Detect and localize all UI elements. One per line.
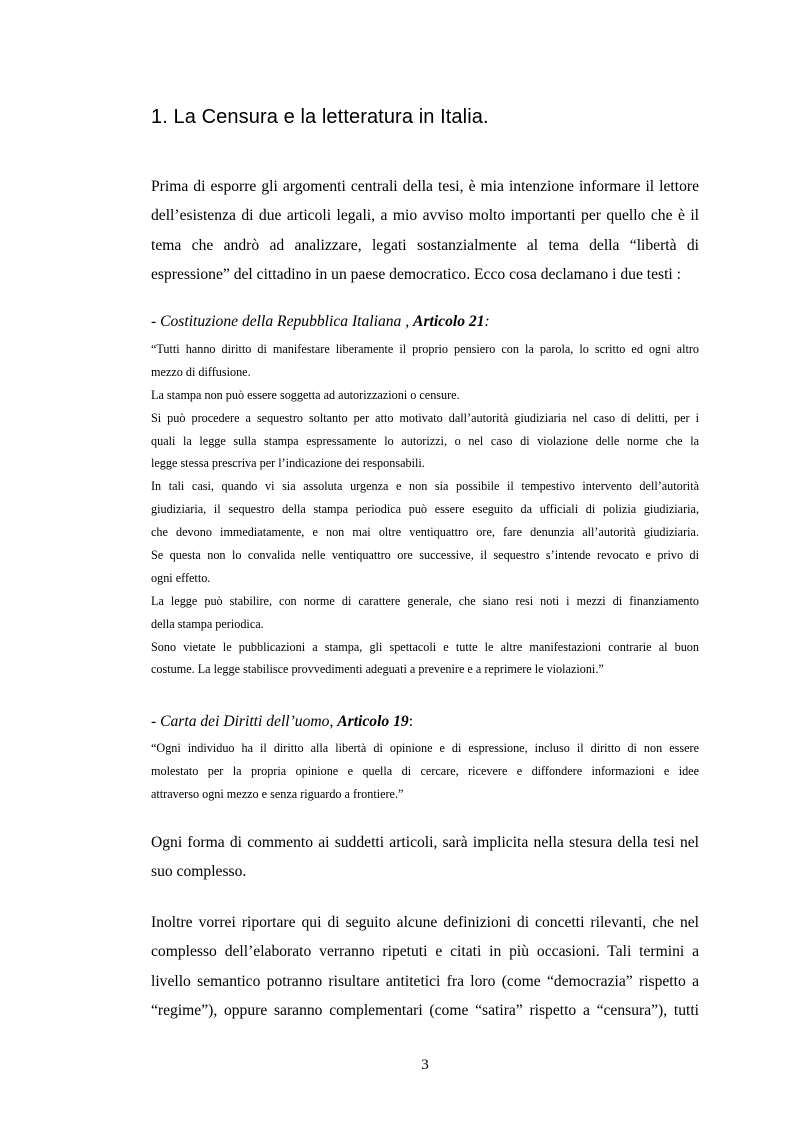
source-title-suffix: : [484,313,490,330]
comment-line: Ogni forma di commento ai suddetti articoli, sarà implicita nella stesura della tesi nel [151,834,699,851]
quote-line: molestato per la propria opinione e quella di cercare, ricevere e diffondere informazioni e idee [151,763,699,778]
quote-line: legge stessa prescriva per l’indicazione dei responsabili. [151,456,425,471]
comment-paragraph [151,828,699,887]
page-number: 3 [421,1057,429,1073]
quote-line: quali la legge sulla stampa espressamente lo autorizzi, o nel caso di violazione delle norme che la [151,433,699,448]
source-article: Articolo 21 [413,313,485,330]
source-title-suffix: : [408,713,414,730]
source-title-carta-diritti [151,713,413,731]
source-title-prefix: - Costituzione della Repubblica Italiana , [151,313,414,330]
definitions-line: “regime”), oppure saranno complementari (come “satira” rispetto a “censura”), tutti [151,1001,699,1019]
intro-line: dell’esistenza di due articoli legali, a mio avviso molto importanti per quello che è il [151,207,699,225]
definitions-line: Inoltre vorrei riportare qui di seguito alcune definizioni di concetti rilevanti, che nel [151,914,699,931]
quote-line: In tali casi, quando vi sia assoluta urgenza e non sia possibile il tempestivo intervento dell’autorità [151,479,699,494]
source-title-prefix: - Carta dei Diritti dell’uomo, [151,713,338,730]
quote-articolo-19 [151,737,699,806]
quote-line: che devono immediatamente, e non mai oltre ventiquattro ore, fare denunzia all’autorità giudiziaria. [151,525,699,540]
quote-line: ogni effetto. [151,570,211,585]
chapter-heading: 1. La Censura e la letteratura in Italia. [151,106,489,128]
quote-line: Se questa non lo convalida nelle ventiquattro ore successive, il sequestro s’intende revocato e privo di [151,548,699,563]
quote-line: giudiziaria, il sequestro della stampa periodica può essere eseguito da ufficiali di polizia giudiziaria, [151,502,699,517]
quote-line: mezzo di diffusione. [151,364,251,379]
quote-articolo-21 [151,338,699,681]
quote-line: Sono vietate le pubblicazioni a stampa, gli spettacoli e tutte le altre manifestazioni contrarie al buon [151,639,699,654]
quote-line: La stampa non può essere soggetta ad autorizzazioni o censure. [151,387,460,402]
quote-line: Si può procedere a sequestro soltanto per atto motivato dall’autorità giudiziaria nel caso di delitti, per i [151,410,699,425]
intro-paragraph [151,172,699,289]
definitions-paragraph [151,908,699,1025]
definitions-line: complesso dell’elaborato verranno ripetuti e citati in più occasioni. Tali termini a [151,943,699,961]
quote-line: La legge può stabilire, con norme di carattere generale, che siano resi noti i mezzi di finanziamento [151,593,699,608]
quote-line: “Tutti hanno diritto di manifestare liberamente il proprio pensiero con la parola, lo scritto ed ogni altro [151,342,699,356]
source-title-costituzione [151,313,490,331]
quote-line: “Ogni individuo ha il diritto alla libertà di opinione e di espressione, incluso il diritto di non essere [151,741,699,755]
quote-line: costume. La legge stabilisce provvedimenti adeguati a prevenire e a reprimere le violazioni.” [151,662,604,677]
source-article: Articolo 19 [337,713,409,730]
quote-line: della stampa periodica. [151,616,264,631]
intro-line: Prima di esporre gli argomenti centrali della tesi, è mia intenzione informare il lettore [151,178,699,195]
intro-line: tema che andrò ad analizzare, legati sostanzialmente al tema della “libertà di [151,236,699,254]
comment-line: suo complesso. [151,863,247,881]
intro-line: espressione” del cittadino in un paese democratico. Ecco cosa declamano i due testi : [151,265,681,283]
definitions-line: livello semantico potranno risultare antitetici fra loro (come “democrazia” rispetto a [151,972,699,990]
quote-line: attraverso ogni mezzo e senza riguardo a frontiere.” [151,786,404,801]
